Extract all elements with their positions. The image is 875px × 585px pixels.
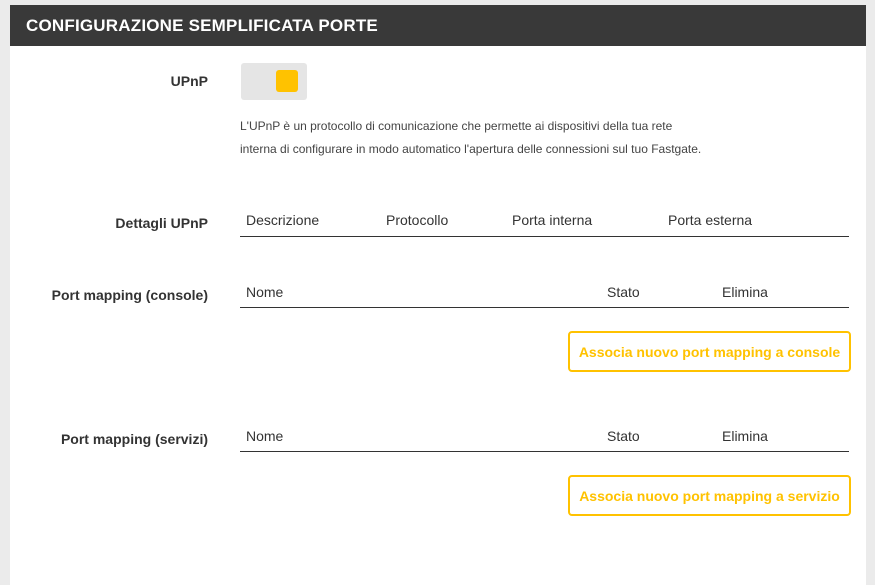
column-porta-interna: Porta interna (512, 212, 593, 228)
section-title: CONFIGURAZIONE SEMPLIFICATA PORTE (26, 16, 378, 35)
upnp-description: L'UPnP è un protocollo di comunicazione che permette ai dispositivi della tua rete interna di configurare in modo automatico l'apertura delle connessioni sul tuo Fastgate. (240, 119, 702, 156)
upnp-toggle[interactable] (241, 63, 307, 100)
column-nome: Nome (246, 284, 284, 300)
column-stato: Stato (607, 428, 640, 444)
console-mapping-divider (240, 307, 849, 308)
section-header (10, 5, 866, 46)
add-service-mapping-button[interactable]: Associa nuovo port mapping a servizio (568, 475, 851, 516)
console-mapping-label: Port mapping (console) (51, 287, 208, 303)
column-elimina: Elimina (722, 284, 768, 300)
port-config-panel (10, 5, 866, 585)
column-elimina: Elimina (722, 428, 768, 444)
column-porta-esterna: Porta esterna (668, 212, 753, 228)
column-descrizione: Descrizione (246, 212, 320, 228)
upnp-details-divider (240, 236, 849, 237)
upnp-label: UPnP (170, 73, 208, 89)
column-stato: Stato (607, 284, 640, 300)
column-nome: Nome (246, 428, 284, 444)
upnp-details-label: Dettagli UPnP (115, 215, 208, 231)
service-mapping-divider (240, 451, 849, 452)
add-console-mapping-button[interactable]: Associa nuovo port mapping a console (568, 331, 851, 372)
upnp-toggle-knob (276, 70, 298, 92)
column-protocollo: Protocollo (386, 212, 449, 228)
service-mapping-label: Port mapping (servizi) (60, 431, 208, 447)
